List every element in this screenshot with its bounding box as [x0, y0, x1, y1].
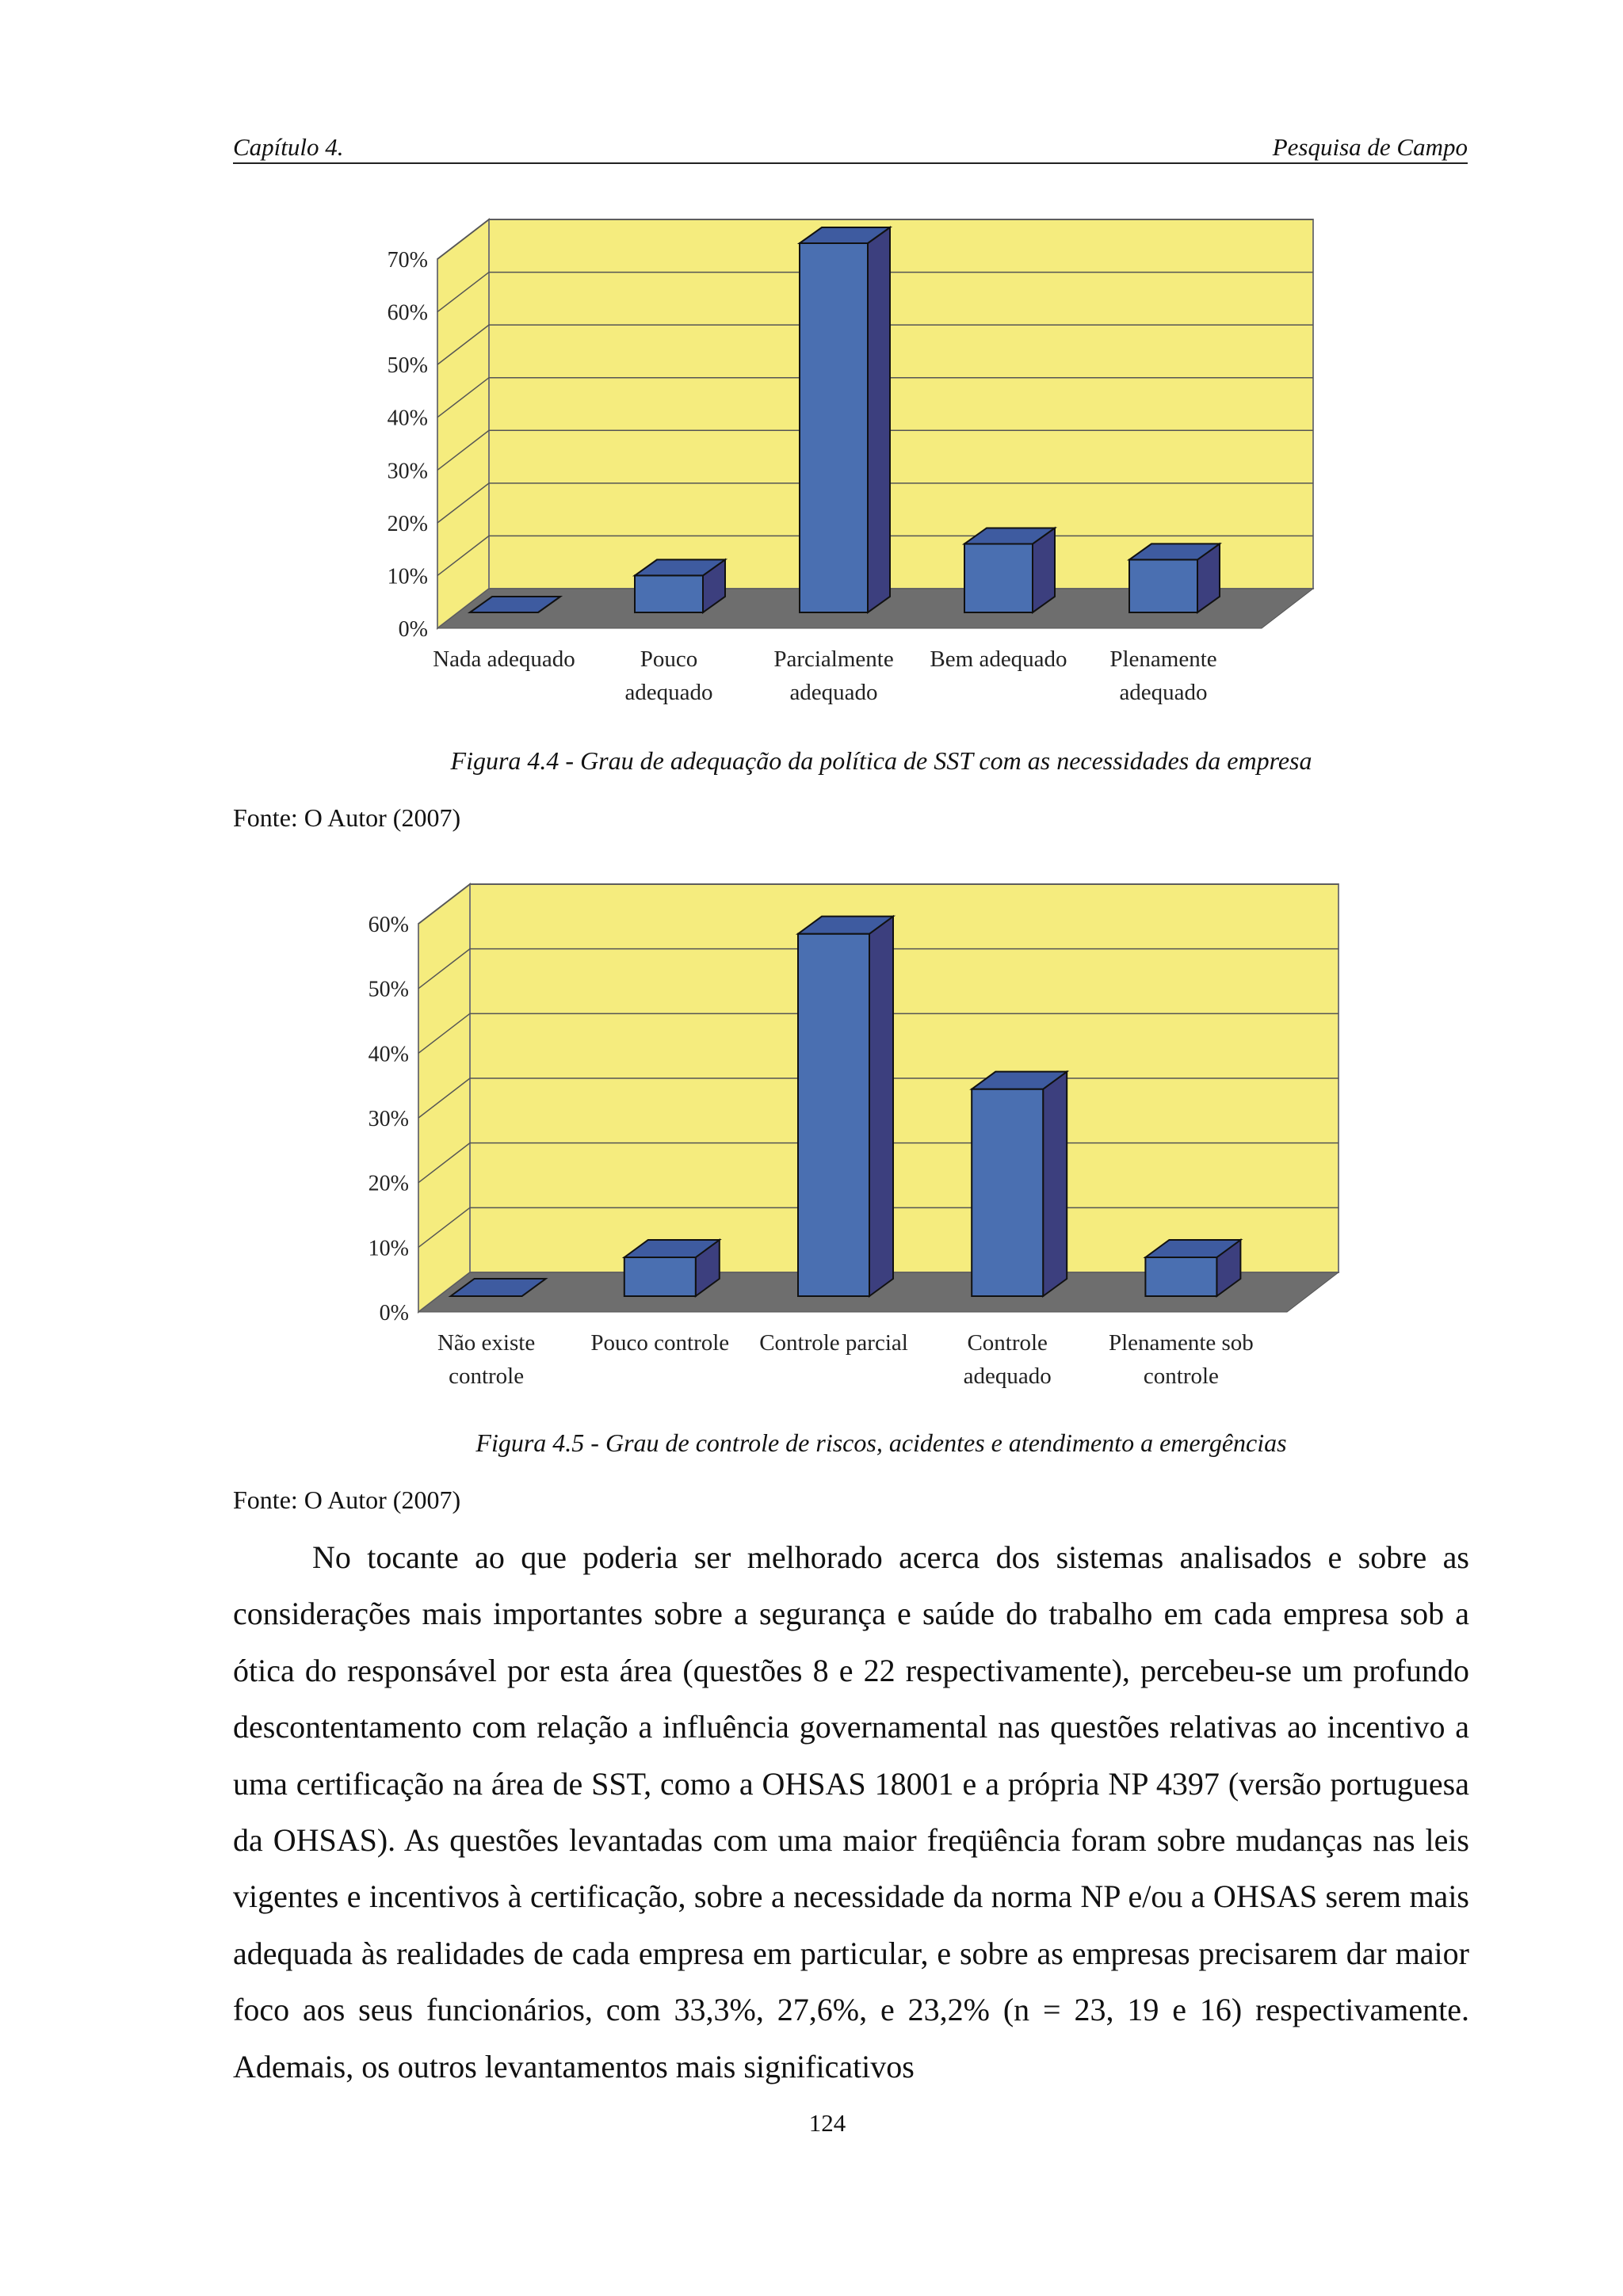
x-tick-label: Parcialmente: [773, 646, 894, 672]
bar: [635, 559, 725, 612]
figure-4-5-caption: Figura 4.5 - Grau de controle de riscos, acidentes e atendimento a emergências: [475, 1428, 1287, 1457]
y-tick-label: 70%: [387, 248, 428, 273]
x-tick-label: Pouco: [640, 646, 698, 672]
bar-front: [624, 1257, 696, 1296]
chapter-header: Capítulo 4.: [233, 133, 344, 161]
y-tick-label: 10%: [368, 1236, 409, 1261]
bar-front: [1145, 1257, 1216, 1296]
chart-back-wall: [489, 219, 1313, 589]
bar-front: [964, 543, 1033, 612]
x-tick-label: controle: [1143, 1363, 1219, 1389]
x-tick-label: Controle parcial: [759, 1330, 908, 1356]
bar-front: [972, 1089, 1043, 1296]
x-tick-label: Nada adequado: [433, 646, 575, 672]
bar-side: [868, 227, 890, 612]
x-tick-label: adequado: [1119, 680, 1208, 705]
bar-front: [798, 934, 869, 1296]
y-tick-label: 60%: [387, 300, 428, 326]
bar-side: [1043, 1072, 1067, 1296]
chart-side-wall: [437, 219, 489, 628]
y-tick-label: 50%: [387, 353, 428, 379]
y-tick-label: 0%: [379, 1301, 409, 1325]
chart-risk-control: [0, 856, 1623, 1426]
bar: [972, 1072, 1067, 1296]
chart-policy-adequacy: [0, 182, 1623, 721]
x-tick-label: adequado: [624, 680, 713, 705]
x-tick-label: Plenamente: [1109, 646, 1217, 672]
x-tick-label: Pouco controle: [590, 1330, 730, 1356]
y-tick-label: 0%: [398, 617, 428, 642]
figure-4-5-source: Fonte: O Autor (2007): [233, 1486, 461, 1514]
bar-side: [869, 917, 893, 1296]
x-tick-label: Bem adequado: [930, 646, 1067, 672]
bar: [798, 917, 893, 1296]
y-tick-label: 20%: [368, 1171, 409, 1196]
bar: [1129, 543, 1220, 612]
y-tick-label: 10%: [387, 564, 428, 589]
bar-front: [1129, 559, 1197, 612]
x-tick-label: adequado: [789, 680, 878, 705]
bar: [800, 227, 890, 612]
bar: [624, 1240, 720, 1296]
y-tick-label: 30%: [387, 459, 428, 484]
x-tick-label: controle: [449, 1363, 525, 1389]
figure-4-4-source: Fonte: O Autor (2007): [233, 803, 461, 832]
y-tick-label: 20%: [387, 511, 428, 536]
y-tick-label: 40%: [387, 406, 428, 431]
x-tick-label: Controle: [967, 1330, 1048, 1356]
x-tick-label: Não existe: [437, 1330, 536, 1356]
x-tick-label: Plenamente sob: [1108, 1330, 1254, 1356]
page-number: 124: [808, 2109, 846, 2137]
y-tick-label: 50%: [368, 977, 409, 1002]
bar: [1145, 1240, 1240, 1296]
x-tick-label: adequado: [963, 1363, 1052, 1389]
bar-front: [800, 243, 868, 612]
bar: [964, 528, 1055, 612]
y-tick-label: 30%: [368, 1107, 409, 1131]
figure-4-4-caption: Figura 4.4 - Grau de adequação da política de SST com as necessidades da empresa: [450, 746, 1312, 775]
bar-front: [635, 575, 703, 612]
y-tick-label: 60%: [368, 913, 409, 937]
section-header: Pesquisa de Campo: [1272, 133, 1468, 161]
header-rule: [233, 162, 1468, 164]
y-tick-label: 40%: [368, 1042, 409, 1067]
body-paragraph: No tocante ao que poderia ser melhorado acerca dos sistemas analisados e sobre as considerações mais importantes sobre a segurança e saúde do trabalho em cada empresa sob a ótica do responsável por esta área (questões 8 e 22 respectivamente), percebeu-se um profundo descontentamento com relação a influência governamental nas questões relativas ao incentivo a uma certificação na área de SST, como a OHSAS 18001 e a própria NP 4397 (versão portuguesa da OHSAS). As questões levantadas com uma maior freqüência foram sobre mudanças nas leis vigentes e incentivos à certificação, sobre a necessidade da norma NP e/ou a OHSAS serem mais adequada às realidades de cada empresa em particular, e sobre as empresas precisarem dar maior foco aos seus funcionários, com 33,3%, 27,6%, e 23,2% (n = 23, 19 e 16) respectivamente. Ademais, os outros levantamentos mais significativos: [233, 1539, 1469, 2084]
body-text: [233, 1529, 1469, 2095]
